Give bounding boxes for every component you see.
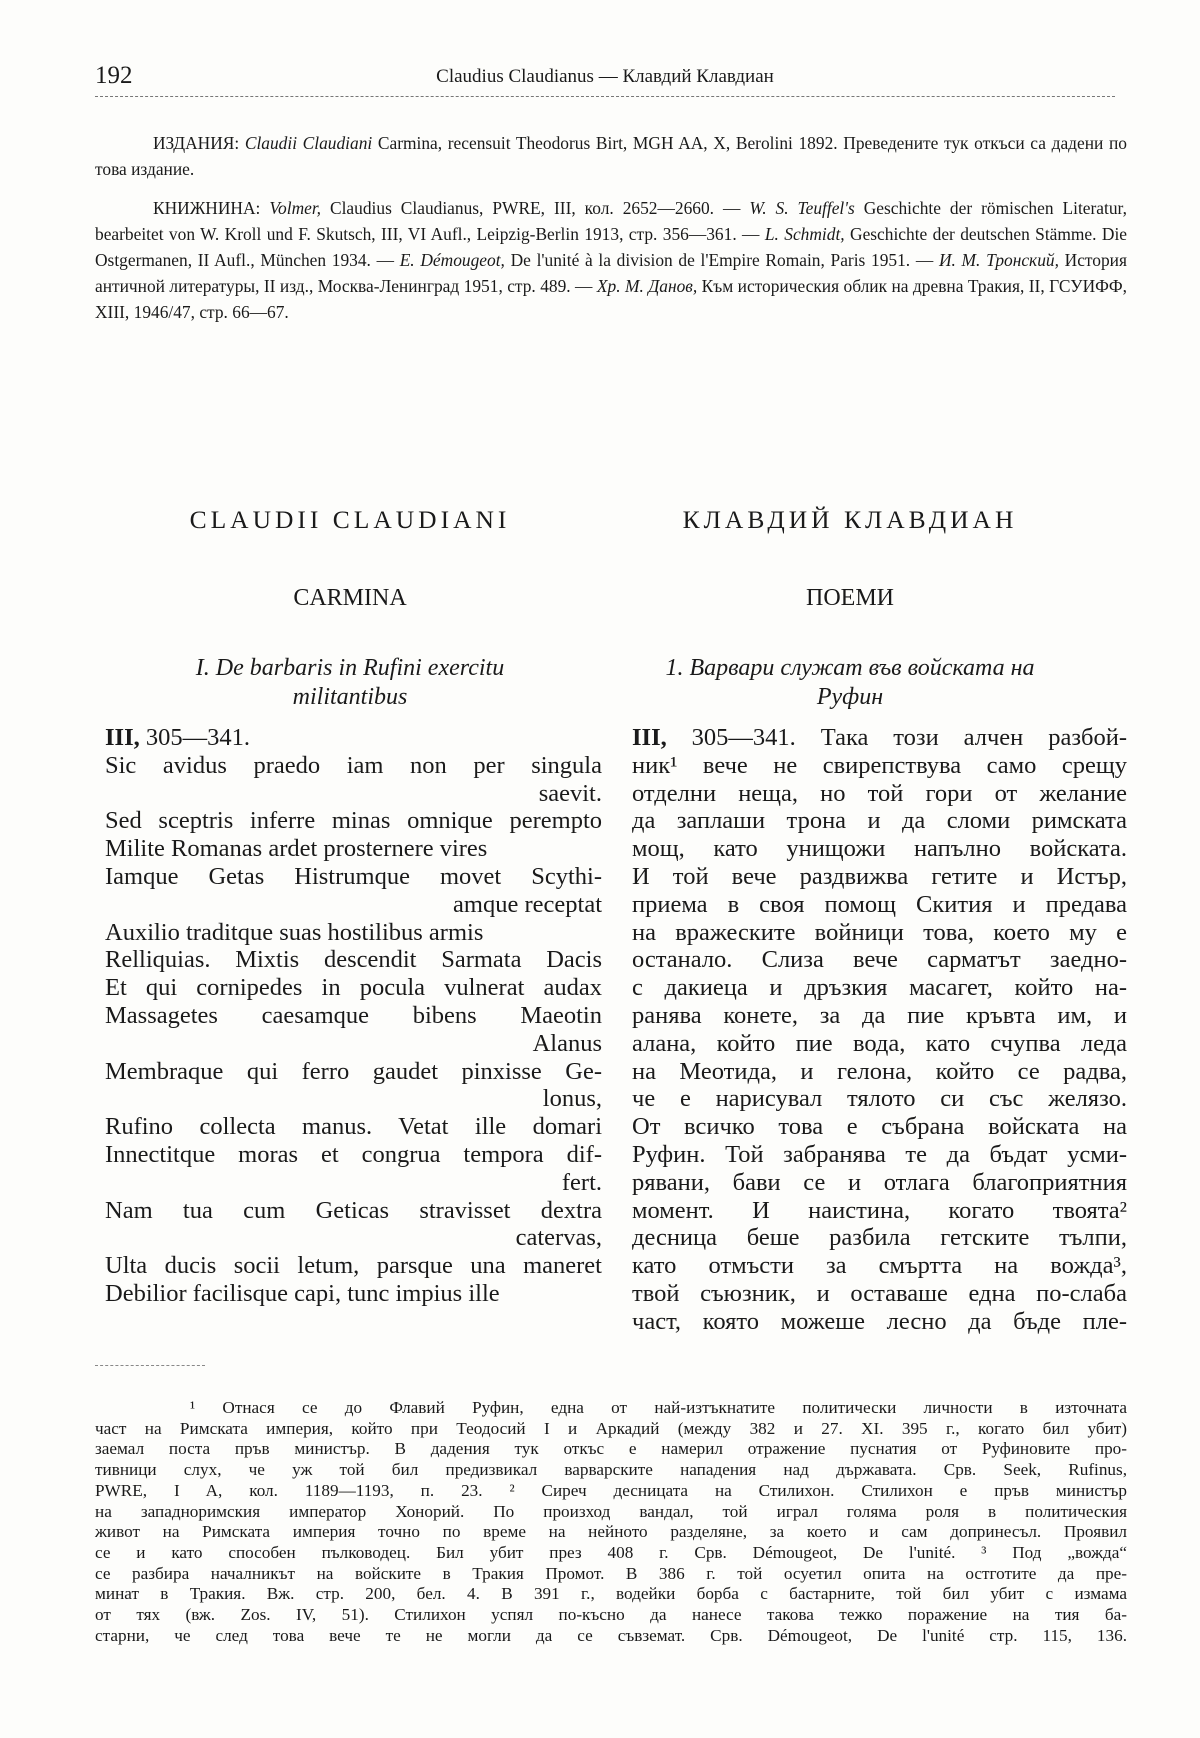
bulgarian-translation-line: отделни неща, но той гори от желание xyxy=(632,779,1127,807)
bulgarian-translation-line: останало. Слиза вече сарматът заедно- xyxy=(632,946,1127,974)
footnotes xyxy=(95,1398,1127,1646)
latin-verse-line: Auxilio traditque suas hostilibus armis xyxy=(105,918,484,946)
lit-text: История античной литературы, II изд., Москва-Ленинград 1951, стр. 489. — xyxy=(95,250,1127,296)
latin-work-heading: CARMINA xyxy=(293,585,407,611)
bulgarian-translation-line: От всичко това е събрана войската на xyxy=(632,1113,1127,1141)
lit-text: Geschichte der römischen Literatur, bearbeitet von W. Kroll und F. Skutsch, III, VI Aufl., Leipzig-Berlin 1913, стр. 356—361. — xyxy=(95,198,1127,244)
footnote-line: се разбира началникът на войските в Тракия Промот. В 386 г. той осуетил опита на остготите да пре- xyxy=(95,1563,1127,1583)
latin-verse-line: Membraque qui ferro gaudet pinxisse Ge- xyxy=(105,1057,602,1085)
latin-verse-turnover: lonus, xyxy=(542,1085,602,1113)
latin-verse-line: Et qui cornipedes in pocula vulnerat audax xyxy=(105,974,602,1002)
bulgarian-translation-line: да заплаши трона и да сломи римската xyxy=(632,807,1127,835)
latin-verse-reference xyxy=(105,724,602,752)
latin-verse-turnover: Alanus xyxy=(532,1029,602,1057)
running-title: Claudius Claudianus — Клавдий Клавдиан xyxy=(436,66,774,87)
latin-verse-line: Debilior facilisque capi, tunc impius ille xyxy=(105,1279,500,1307)
lit-author: И. М. Тронский, xyxy=(938,250,1059,270)
lit-author: Volmer, xyxy=(269,198,322,218)
latin-author-heading: CLAUDII CLAUDIANI xyxy=(189,505,511,534)
literature-label: КНИЖНИНА: xyxy=(153,198,261,218)
lit-author: L. Schmidt, xyxy=(764,224,845,244)
bulgarian-translation-line: като отмъсти за смъртта на вожда³, xyxy=(632,1252,1127,1280)
footnote-rule xyxy=(95,1365,205,1366)
latin-verse-turnover: catervas, xyxy=(515,1224,602,1252)
bulgarian-translation-line: твой съюзник, и оставаше една по-слаба xyxy=(632,1279,1127,1307)
editions-author: Claudii Claudiani xyxy=(244,133,373,153)
lit-text: Към историческия облик на древна Тракия, II, ГСУИФФ, XIII, 1946/47, стр. 66—67. xyxy=(95,276,1127,322)
latin-verse-turnover: fert. xyxy=(561,1168,602,1196)
latin-poem-title-line: militantibus xyxy=(292,684,408,710)
lit-text: Geschichte der deutschen Stämme. Die Ostgermanen, II Aufl., München 1934. — xyxy=(95,224,1127,270)
footnote-line: на западноримския император Хонорий. По произход вандал, той играл голяма роля в политическия xyxy=(95,1501,1127,1521)
editions-label: ИЗДАНИЯ: xyxy=(153,133,240,153)
latin-verse-line: Innectitque moras et congrua tempora dif- xyxy=(105,1140,602,1168)
literature-paragraph xyxy=(95,195,1127,325)
footnote-line: PWRE, I A, кол. 1189—1193, п. 23. ² Сиреч десницата на Стилихон. Стилихон е пръв министър xyxy=(95,1480,1127,1500)
footnote-line: ¹ Отнася се до Флавий Руфин, една от най-изтъкнатите политически личности в източната xyxy=(190,1398,1127,1417)
bulgarian-translation-line: момент. И наистина, когато твоята² xyxy=(632,1196,1127,1224)
lit-text: De l'unité à la division de l'Empire Romain, Paris 1951. — xyxy=(504,250,939,270)
footnote-line: от тях (вж. Zos. IV, 51). Стилихон успял по-късно да нанесе такова тежко поражение на тия ба- xyxy=(95,1605,1127,1625)
bulgarian-translation-line: част, която можеше лесно да бъде пле- xyxy=(632,1307,1127,1335)
bulgarian-translation-line: алана, който пие вода, като счупва леда xyxy=(632,1029,1127,1057)
verse-ref-range: 305—341. Така този алчен разбой- xyxy=(666,724,1127,751)
footnote-line: част на Римската империя, който при Теодосий I и Аркадий (между 382 и 27. XI. 395 г., когато бил убит) xyxy=(95,1418,1127,1438)
page-number: 192 xyxy=(95,62,133,89)
editions-paragraph xyxy=(95,130,1127,182)
latin-verse-line: Sic avidus praedo iam non per singula xyxy=(105,751,602,779)
bulgarian-translation-line: с дакиеца и дръзкия масагет, който на- xyxy=(632,974,1127,1002)
latin-verse-line: Iamque Getas Histrumque movet Scythi- xyxy=(105,862,602,890)
bulgarian-translation-line: на вражеските войници това, което му е xyxy=(632,918,1127,946)
lit-author: Хр. М. Данов, xyxy=(596,276,698,296)
editions-text: Carmina, recensuit Theodorus Birt, MGH AA, X, Berolini 1892. Преведените тук откъси са дадени по това издание. xyxy=(95,133,1127,179)
running-head xyxy=(95,62,1115,96)
bulgarian-translation-line: мощ, като унищожи напълно войската. xyxy=(632,835,1127,863)
footnote-line: тивници слух, че уж той бил предизвикал варварските нападения над държавата. Срв. Seek, Rufinus, xyxy=(95,1460,1127,1480)
bulgarian-poem-title-line: Руфин xyxy=(816,684,884,710)
footnote-line: старни, че след това вече те не могли да се съвземат. Срв. Démougeot, De l'unité стр. 115, 136. xyxy=(95,1625,1127,1645)
lit-author: W. S. Teuffel's xyxy=(749,198,855,218)
lit-text: Claudius Claudianus, PWRE, III, кол. 2652—2660. — xyxy=(321,198,750,218)
bulgarian-poem-title xyxy=(600,654,1100,712)
bulgarian-translation-line: рявани, бави се и отлага благоприятния xyxy=(632,1168,1127,1196)
bulgarian-translation-line: че е нарисувал тялото си със желязо. xyxy=(632,1085,1127,1113)
footnote-line: минат в Тракия. Вж. стр. 200, бел. 4. В 391 г., водейки борба с бастарните, той бил убит с измама xyxy=(95,1584,1127,1604)
bulgarian-translation-line: на Меотида, и гелона, който се радва, xyxy=(632,1057,1127,1085)
latin-verse-line: Nam tua cum Geticas stravisset dextra xyxy=(105,1196,602,1224)
bulgarian-author-heading: КЛАВДИЙ КЛАВДИАН xyxy=(682,505,1018,534)
latin-verse-turnover: saevit. xyxy=(538,779,602,807)
bulgarian-poem-title-line: 1. Варвари служат във войската на xyxy=(665,655,1035,681)
latin-verse-turnover: amque receptat xyxy=(453,890,602,918)
footnote-line: заемал поста пръв министър. В дадения тук откъс е намерил отражение пуснатия от Руфиновите про- xyxy=(95,1439,1127,1459)
lit-author: E. Démougeot, xyxy=(399,250,505,270)
bulgarian-translation-column xyxy=(632,724,1127,1336)
latin-verse-column xyxy=(105,724,602,1308)
verse-ref-book: III, xyxy=(105,724,140,751)
footnote-line: живот на Римската империя точно по време на нейното разделяне, за което и сам допринесъл. Проявил xyxy=(95,1522,1127,1542)
bulgarian-translation-line: приема в своя помощ Скития и предава xyxy=(632,890,1127,918)
header-rule xyxy=(95,96,1115,97)
latin-poem-title-line: I. De barbaris in Rufini exercitu xyxy=(195,655,505,681)
latin-verse-line: Sed sceptris inferre minas omnique perempto xyxy=(105,807,602,835)
latin-verse-line: Rufino collecta manus. Vetat ille domari xyxy=(105,1113,602,1141)
bulgarian-translation-line: ник¹ вече не свирепствува само срещу xyxy=(632,751,1127,779)
bulgarian-translation-line: ранява конете, за да пие кръвта им, и xyxy=(632,1001,1127,1029)
verse-ref-range: 305—341. xyxy=(139,724,250,751)
bulgarian-translation-line: Руфин. Той забранява те да бъдат усми- xyxy=(632,1140,1127,1168)
bulgarian-work-heading: ПОЕМИ xyxy=(806,585,894,611)
latin-verse-line: Massagetes caesamque bibens Maeotin xyxy=(105,1001,602,1029)
latin-verse-line: Milite Romanas ardet prosternere vires xyxy=(105,835,488,863)
bulgarian-translation-line: десница беше разбила гетските тълпи, xyxy=(632,1224,1127,1252)
latin-poem-title xyxy=(100,654,600,712)
latin-verse-line: Relliquias. Mixtis descendit Sarmata Dacis xyxy=(105,946,602,974)
verse-ref-book: III, xyxy=(632,724,667,751)
footnote-line: се и като способен пълководец. Бил убит през 408 г. Срв. Démougeot, De l'unité. ³ Под „вожда“ xyxy=(95,1542,1127,1562)
latin-verse-line: Ulta ducis socii letum, parsque una maneret xyxy=(105,1252,602,1280)
bulgarian-translation-first-line xyxy=(632,724,1127,752)
bulgarian-translation-line: И той вече раздвижва гетите и Истър, xyxy=(632,862,1127,890)
